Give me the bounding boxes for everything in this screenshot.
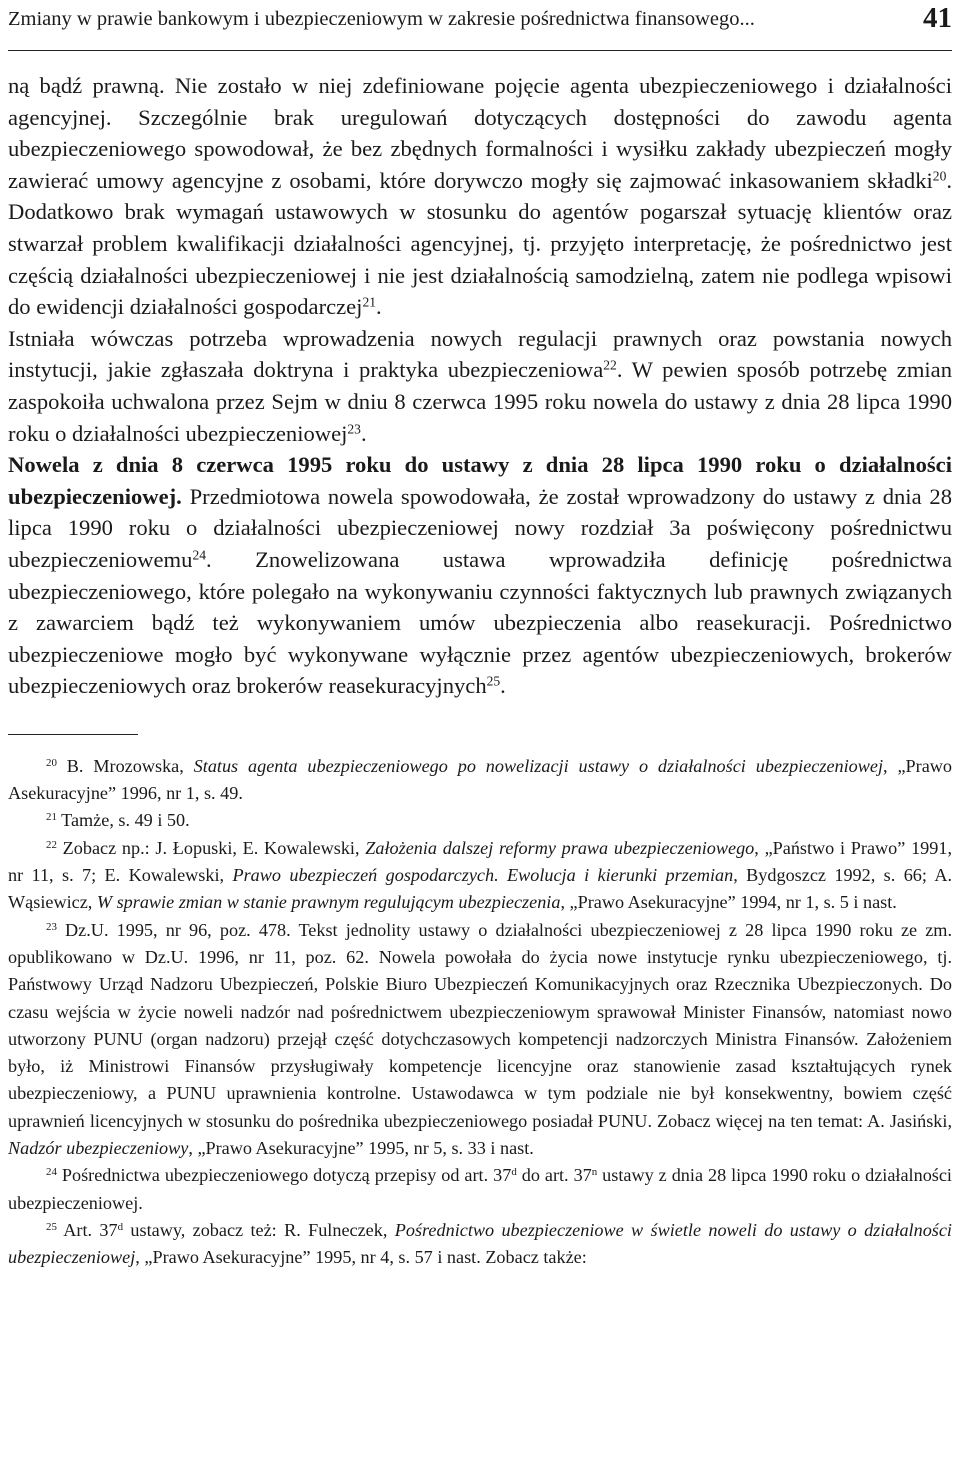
footnote-ref-20[interactable]: 20 [932,168,947,184]
running-head: Zmiany w prawie bankowym i ubezpieczeniowym w zakresie pośrednictwa finansowego... [8,8,755,30]
footnotes [8,753,952,1272]
footnote-23: $^{23}$ Dz.U. 1995, nr 96, poz. 478. Tekst jednolity ustawy o działalności ubezpieczeniowej z 28 lipca 1990 roku ze zm. opublikowano w Dz.U. 1996, nr 11, poz. 62. Nowela powołała do życia nowe instytucje rynku ubezpieczeniowego, tj. Państwowy Urząd Nadzoru Ubezpieczeń, Polskie Biuro Ubezpieczeń Komunikacyjnych oraz Rzecznika Ubezpieczonych. Do czasu wejścia w życie noweli nadzór nad pośrednictwem ubezpieczeniowym sprawował Minister Finansów, natomiast nowo utworzony PUNU (organ nadzoru) przejął część dotychczasowych kompetencji nadzorczych Ministra Finansów. Założeniem było, iż Ministrowi Finansów przysługiwały kompetencje licencyjne oraz stanowienie zasad kształtujących rynek ubezpieczeniowy, a PUNU uprawnienia kontrolne. Ustawodawca w tym podziale nie był konsekwentny, bowiem część uprawnień licencyjnych w stosunku do pośrednika ubezpieczeniowego posiadał PUNU. Zobacz więcej na ten temat: A. Jasiński, Nadzór ubezpieczeniowy, „Prawo Asekuracyjne” 1995, nr 5, s. 33 i nast. [8,919,952,1159]
footnote-21: $^{21}$ Tamże, s. 49 i 50. [46,810,190,831]
page-header [8,0,952,51]
footnote-24: $^{24}$ Pośrednictwa ubezpieczeniowego dotyczą przepisy od art. 37$^d$ do art. 37$^n$ ustawy z dnia 28 lipca 1990 roku o działalności ubezpieczeniowej. [8,1165,952,1213]
footnote-ref-22[interactable]: 22 [603,357,617,373]
footnote-separator [8,734,138,735]
footnote-ref-23[interactable]: 23 [347,421,361,437]
footnote-ref-21[interactable]: 21 [362,294,377,310]
paragraph-1: ną bądź prawną. Nie zostało w niej zdefiniowane pojęcie agenta ubezpieczeniowego i działalności agencyjnej. Szczególnie brak uregulowań dotyczących dostępności do zawodu agenta ubezpieczeniowego spowodował, że bez zbędnych formalności i wysiłku zakłady ubezpieczeń mogły zawierać umowy agencyjne z osobami, które dorywczo mogły się zajmować inkasowaniem składki$^{20}$. Dodatkowo brak wymagań ustawowych w stosunku do agentów pogarszał sytuację klientów oraz stwarzał problem kwalifikacji działalności agencyjnej, tj. przyjęto interpretację, że pośrednictwo jest częścią działalności ubezpieczeniowej i nie jest działalnością samodzielną, zatem nie podlega wpisowi do ewidencji działalności gospodarczej$^{21}$. [8,73,952,320]
footnote-22: $^{22}$ Zobacz np.: J. Łopuski, E. Kowalewski, Założenia dalszej reformy prawa ubezpieczeniowego, „Państwo i Prawo” 1991, nr 11, s. 7; E. Kowalewski, Prawo ubezpieczeń gospodarczych. Ewolucja i kierunki przemian, Bydgoszcz 1992, s. 66; A. Wąsiewicz, W sprawie zmian w stanie prawnym regulującym ubezpieczenia, „Prawo Asekuracyjne” 1994, nr 1, s. 5 i nast. [8,837,953,913]
section-heading: Nowela z dnia 8 czerwca 1995 roku do ustawy z dnia 28 lipca 1990 roku o działalności ubezpieczeniowej. [8,452,952,509]
document-page [8,0,952,1272]
main-text [8,70,952,702]
footnote-ref-24[interactable]: 24 [192,547,206,563]
footnote-25: $^{25}$ Art. 37$^d$ ustawy, zobacz też: R. Fulneczek, Pośrednictwo ubezpieczeniowe w świetle noweli do ustawy o działalności ubezpieczeniowej, „Prawo Asekuracyjne” 1995, nr 4, s. 57 i nast. Zobacz także: [8,1219,952,1268]
footnote-20: $^{20}$ B. Mrozowska, Status agenta ubezpieczeniowego po nowelizacji ustawy o działalności ubezpieczeniowej, „Prawo Asekuracyjne” 1996, nr 1, s. 49. [8,755,952,804]
page-number: 41 [923,2,952,34]
paragraph-3: Nowela z dnia 8 czerwca 1995 roku do ustawy z dnia 28 lipca 1990 roku o działalności ubezpieczeniowej. Przedmiotowa nowela spowodowała, że został wprowadzony do ustawy z dnia 28 lipca 1990 roku o działalności ubezpieczeniowej nowy rozdział 3a poświęcony pośrednictwu ubezpieczeniowemu$^{24}$. Znowelizowana ustawa wprowadziła definicję pośrednictwa ubezpieczeniowego, które polegało na wykonywaniu czynności faktycznych lub prawnych związanych z zawarciem bądź też wykonywaniem umów ubezpieczenia albo reasekuracji. Pośrednictwo ubezpieczeniowe mogło być wykonywane wyłącznie przez agentów ubezpieczeniowych, brokerów ubezpieczeniowych oraz brokerów reasekuracyjnych$^{25}$. [8,452,952,699]
footnote-ref-25[interactable]: 25 [486,673,501,689]
paragraph-2: Istniała wówczas potrzeba wprowadzenia nowych regulacji prawnych oraz powstania nowych instytucji, jakie zgłaszała doktryna i praktyka ubezpieczeniowa$^{22}$. W pewien sposób potrzebę zmian zaspokoiła uchwalona przez Sejm w dniu 8 czerwca 1995 roku nowela do ustawy z dnia 28 lipca 1990 roku o działalności ubezpieczeniowej$^{23}$. [8,325,952,446]
